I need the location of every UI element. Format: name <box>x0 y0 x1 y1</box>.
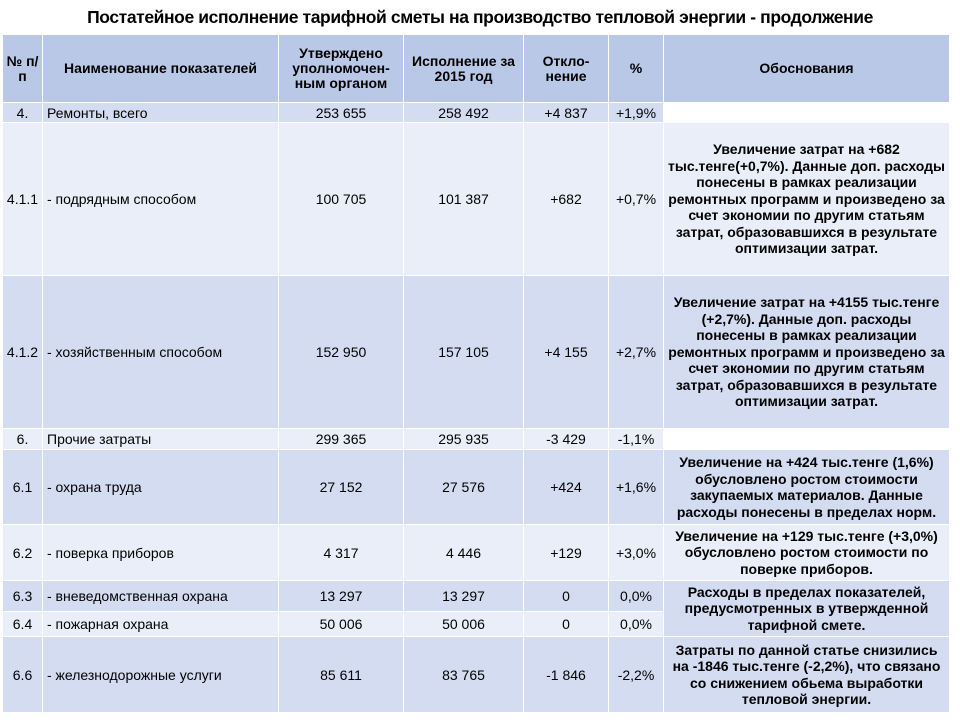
header-num: № п/п <box>3 35 43 103</box>
row-approved: 152 950 <box>279 276 404 429</box>
header-justification: Обоснования <box>664 35 950 103</box>
row-percent: +0,7% <box>609 123 664 276</box>
row-actual: 13 297 <box>404 581 524 612</box>
row-deviation: 0 <box>524 581 609 612</box>
row-actual: 258 492 <box>404 103 524 123</box>
row-approved: 253 655 <box>279 103 404 123</box>
tariff-table <box>2 34 950 713</box>
header-deviation: Откло-нение <box>524 35 609 103</box>
row-actual: 295 935 <box>404 429 524 450</box>
row-name: - подрядным способом <box>43 123 279 276</box>
row-approved: 27 152 <box>279 450 404 525</box>
table-row <box>3 637 950 713</box>
row-justification: Увеличение затрат на +4155 тыс.тенге (+2,7%). Данные доп. расходы понесены в рамках реализации ремонтных программ и произведено за счет экономии по другим статьям затрат, образовавшихся в результате оптимизации затрат. <box>664 276 950 429</box>
row-num: 6.2 <box>3 525 43 581</box>
row-percent: +1,9% <box>609 103 664 123</box>
page-title: Постатейное исполнение тарифной сметы на производство тепловой энергии - продолжение <box>87 7 873 27</box>
row-num: 4.1.1 <box>3 123 43 276</box>
row-name: Прочие затраты <box>43 429 279 450</box>
header-name: Наименование показателей <box>43 35 279 103</box>
row-justification: Увеличение на +129 тыс.тенге (+3,0%) обусловлено ростом стоимости по поверке приборов. <box>664 525 950 581</box>
row-num: 6.1 <box>3 450 43 525</box>
row-actual: 101 387 <box>404 123 524 276</box>
row-num: 6. <box>3 429 43 450</box>
row-percent: 0,0% <box>609 612 664 637</box>
row-deviation: 0 <box>524 612 609 637</box>
row-approved: 85 611 <box>279 637 404 713</box>
row-approved: 50 006 <box>279 612 404 637</box>
row-name: - пожарная охрана <box>43 612 279 637</box>
row-justification: Затраты по данной статье снизились на -1846 тыс.тенге (-2,2%), что связано со снижением обьема выработки тепловой энергии. <box>664 637 950 713</box>
row-justification: Расходы в пределах показателей, предусмотренных в утвержденной тарифной смете. <box>664 581 950 637</box>
header-row <box>3 35 950 103</box>
row-percent: -2,2% <box>609 637 664 713</box>
table-row <box>3 525 950 581</box>
row-approved: 100 705 <box>279 123 404 276</box>
row-actual: 50 006 <box>404 612 524 637</box>
row-deviation: -1 846 <box>524 637 609 713</box>
row-name: - охрана труда <box>43 450 279 525</box>
row-actual: 157 105 <box>404 276 524 429</box>
row-num: 6.3 <box>3 581 43 612</box>
row-deviation: +424 <box>524 450 609 525</box>
row-approved: 4 317 <box>279 525 404 581</box>
row-num: 6.4 <box>3 612 43 637</box>
row-deviation: +129 <box>524 525 609 581</box>
header-percent: % <box>609 35 664 103</box>
row-approved: 299 365 <box>279 429 404 450</box>
row-percent: 0,0% <box>609 581 664 612</box>
row-justification <box>664 429 950 450</box>
table-row <box>3 103 950 123</box>
row-justification: Увеличение на +424 тыс.тенге (1,6%) обусловлено ростом стоимости закупаемых материалов. Данные расходы понесены в пределах норм. <box>664 450 950 525</box>
row-percent: -1,1% <box>609 429 664 450</box>
row-percent: +2,7% <box>609 276 664 429</box>
row-num: 6.6 <box>3 637 43 713</box>
row-name: - поверка приборов <box>43 525 279 581</box>
row-deviation: +682 <box>524 123 609 276</box>
row-num: 4.1.2 <box>3 276 43 429</box>
row-name: - железнодорожные услуги <box>43 637 279 713</box>
row-justification: Увеличение затрат на +682 тыс.тенге(+0,7%). Данные доп. расходы понесены в рамках реализации ремонтных программ и произведено за счет экономии по другим статьям затрат, образовавшихся в результате оптимизации затрат. <box>664 123 950 276</box>
row-deviation: +4 155 <box>524 276 609 429</box>
row-name: Ремонты, всего <box>43 103 279 123</box>
table-row <box>3 123 950 276</box>
row-justification <box>664 103 950 123</box>
row-name: - вневедомственная охрана <box>43 581 279 612</box>
table-row <box>3 450 950 525</box>
header-actual: Исполнение за 2015 год <box>404 35 524 103</box>
table-row <box>3 581 950 612</box>
row-approved: 13 297 <box>279 581 404 612</box>
row-actual: 4 446 <box>404 525 524 581</box>
row-percent: +3,0% <box>609 525 664 581</box>
row-percent: +1,6% <box>609 450 664 525</box>
row-name: - хозяйственным способом <box>43 276 279 429</box>
row-deviation: -3 429 <box>524 429 609 450</box>
row-num: 4. <box>3 103 43 123</box>
table-row <box>3 276 950 429</box>
row-actual: 27 576 <box>404 450 524 525</box>
header-approved: Утверждено уполномочен-ным органом <box>279 35 404 103</box>
table-row <box>3 429 950 450</box>
row-actual: 83 765 <box>404 637 524 713</box>
row-deviation: +4 837 <box>524 103 609 123</box>
